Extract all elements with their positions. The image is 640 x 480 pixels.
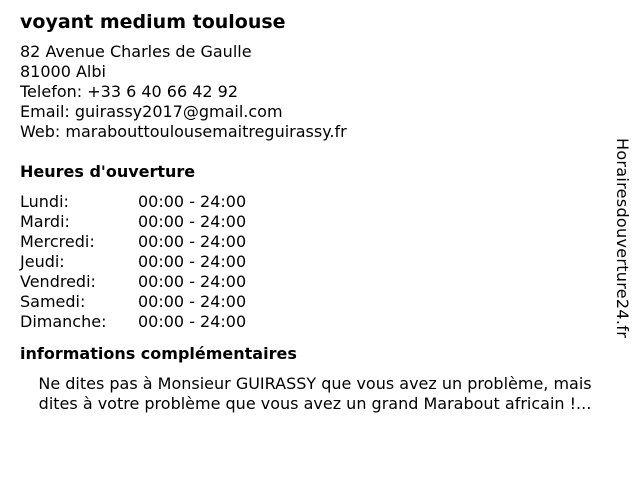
day-hours: 00:00 - 24:00 (138, 252, 247, 271)
additional-info-heading: informations complémentaires (20, 344, 297, 363)
hours-row-saturday (20, 292, 246, 312)
day-label: Dimanche: (20, 312, 107, 331)
day-label: Vendredi: (20, 272, 96, 291)
day-hours: 00:00 - 24:00 (138, 192, 247, 211)
hours-row-monday (20, 192, 246, 212)
site-watermark: Horairesdouverture24.fr (613, 138, 632, 339)
opening-hours-table (20, 192, 246, 332)
hours-row-sunday (20, 312, 246, 332)
email-line: Email: guirassy2017@gmail.com (20, 102, 283, 121)
day-label: Samedi: (20, 292, 86, 311)
day-hours: 00:00 - 24:00 (138, 212, 247, 231)
day-hours: 00:00 - 24:00 (138, 292, 247, 311)
business-name: voyant medium toulouse (20, 11, 286, 33)
day-label: Jeudi: (20, 252, 65, 271)
hours-row-thursday (20, 252, 246, 272)
hours-row-tuesday (20, 212, 246, 232)
additional-info-line-1: Ne dites pas à Monsieur GUIRASSY que vous avez un problème, mais (38, 374, 592, 393)
address-line-1: 82 Avenue Charles de Gaulle (20, 42, 252, 61)
hours-row-wednesday (20, 232, 246, 252)
hours-row-friday (20, 272, 246, 292)
additional-info-text (20, 374, 610, 414)
day-hours: 00:00 - 24:00 (138, 272, 247, 291)
day-label: Mercredi: (20, 232, 95, 251)
opening-hours-heading: Heures d'ouverture (20, 162, 196, 181)
business-card (20, 10, 610, 414)
phone-line: Telefon: +33 6 40 66 42 92 (20, 82, 239, 101)
day-label: Mardi: (20, 212, 70, 231)
address-line-2: 81000 Albi (20, 62, 106, 81)
day-hours: 00:00 - 24:00 (138, 312, 247, 331)
web-line: Web: marabouttoulousemaitreguirassy.fr (20, 122, 347, 141)
additional-info-line-2: dites à votre problème que vous avez un grand Marabout africain !... (38, 394, 592, 413)
day-label: Lundi: (20, 192, 69, 211)
day-hours: 00:00 - 24:00 (138, 232, 247, 251)
